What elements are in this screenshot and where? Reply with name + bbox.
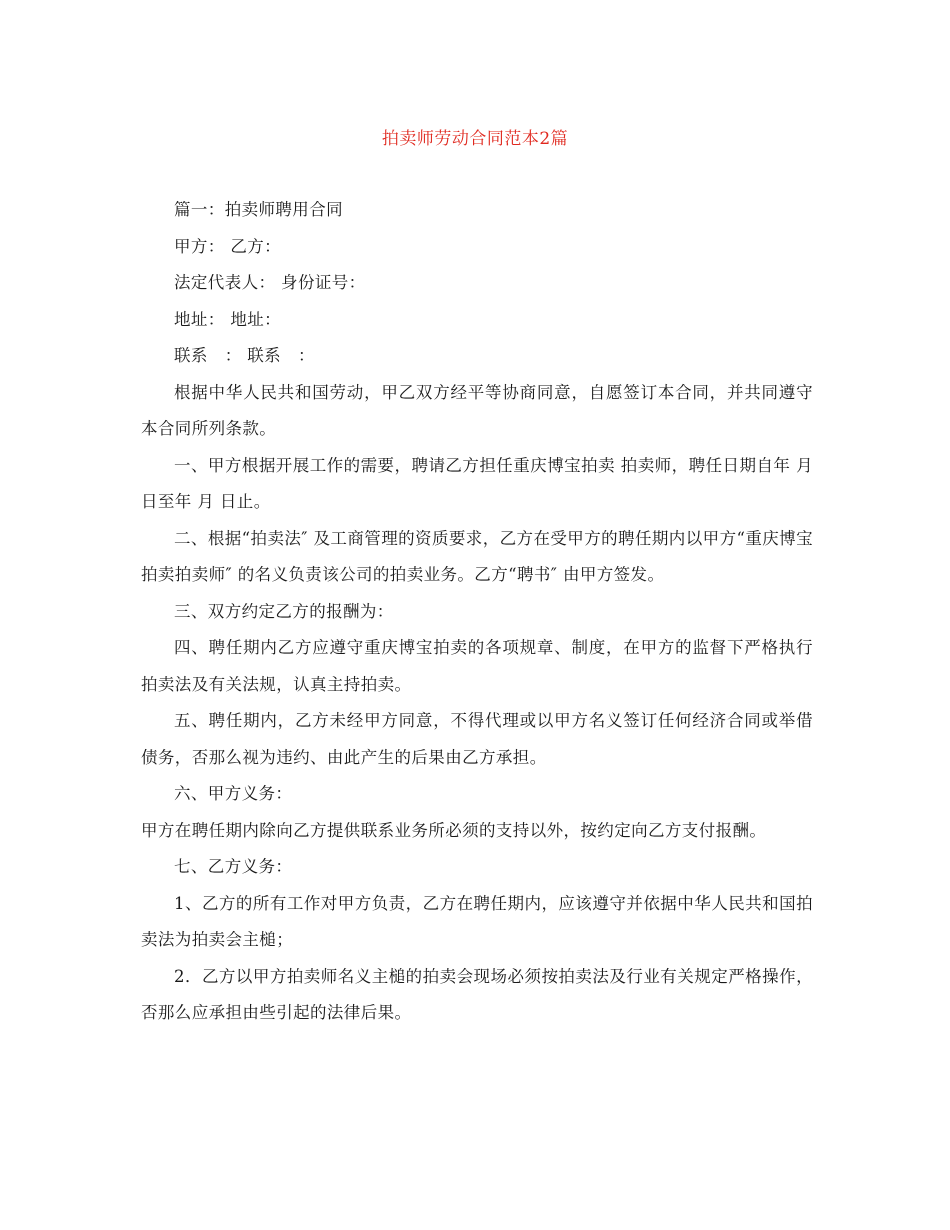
section-heading: 篇一：拍卖师聘用合同 [174, 200, 343, 219]
clause-7-item-1: 1、乙方的所有工作对甲方负责，乙方在聘任期内，应该遵守并依据中华人民共和国拍卖法为拍卖会主槌； [141, 893, 813, 949]
clause-3: 三、双方约定乙方的报酬为： [174, 601, 394, 621]
representative-id-line: 法定代表人： 身份证号： [174, 273, 366, 292]
clause-1: 一、甲方根据开展工作的需要，聘请乙方担任重庆博宝拍卖 拍卖师，聘任日期自年 月 日至年 月 日止。 [141, 455, 813, 511]
clause-2: 二、根据“拍卖法″ 及工商管理的资质要求，乙方在受甲方的聘任期内以甲方“重庆博宝拍卖拍卖师″ 的名义负责该公司的拍卖业务。乙方“聘书″ 由甲方签发。 [141, 528, 813, 584]
clause-7-heading: 七、乙方义务： [174, 857, 293, 876]
clause-6-heading: 六、甲方义务： [174, 784, 293, 803]
address-line: 地址： 地址： [174, 309, 282, 329]
contact-line: 联系 ： 联系 ： [174, 346, 315, 365]
clause-7-item-2: 2．乙方以甲方拍卖师名义主槌的拍卖会现场必须按拍卖法及行业有关规定严格操作，否那么应承担由些引起的法律后果。 [141, 966, 813, 1022]
clause-6-body: 甲方在聘任期内除向乙方提供联系业务所必须的支持以外，按约定向乙方支付报酬。 [141, 820, 767, 840]
preamble-paragraph: 根据中华人民共和国劳动，甲乙双方经平等协商同意，自愿签订本合同，并共同遵守本合同所列条款。 [141, 382, 813, 438]
document-title: 拍卖师劳动合同范本2篇 [381, 129, 569, 149]
clause-5: 五、聘任期内，乙方未经甲方同意，不得代理或以甲方名义签订任何经济合同或举借债务，否那么视为违约、由此产生的后果由乙方承担。 [141, 711, 813, 767]
party-names-line: 甲方： 乙方： [174, 236, 282, 256]
document-body [141, 192, 813, 1032]
clause-4: 四、聘任期内乙方应遵守重庆博宝拍卖的各项规章、制度，在甲方的监督下严格执行拍卖法及有关法规，认真主持拍卖。 [141, 638, 813, 694]
